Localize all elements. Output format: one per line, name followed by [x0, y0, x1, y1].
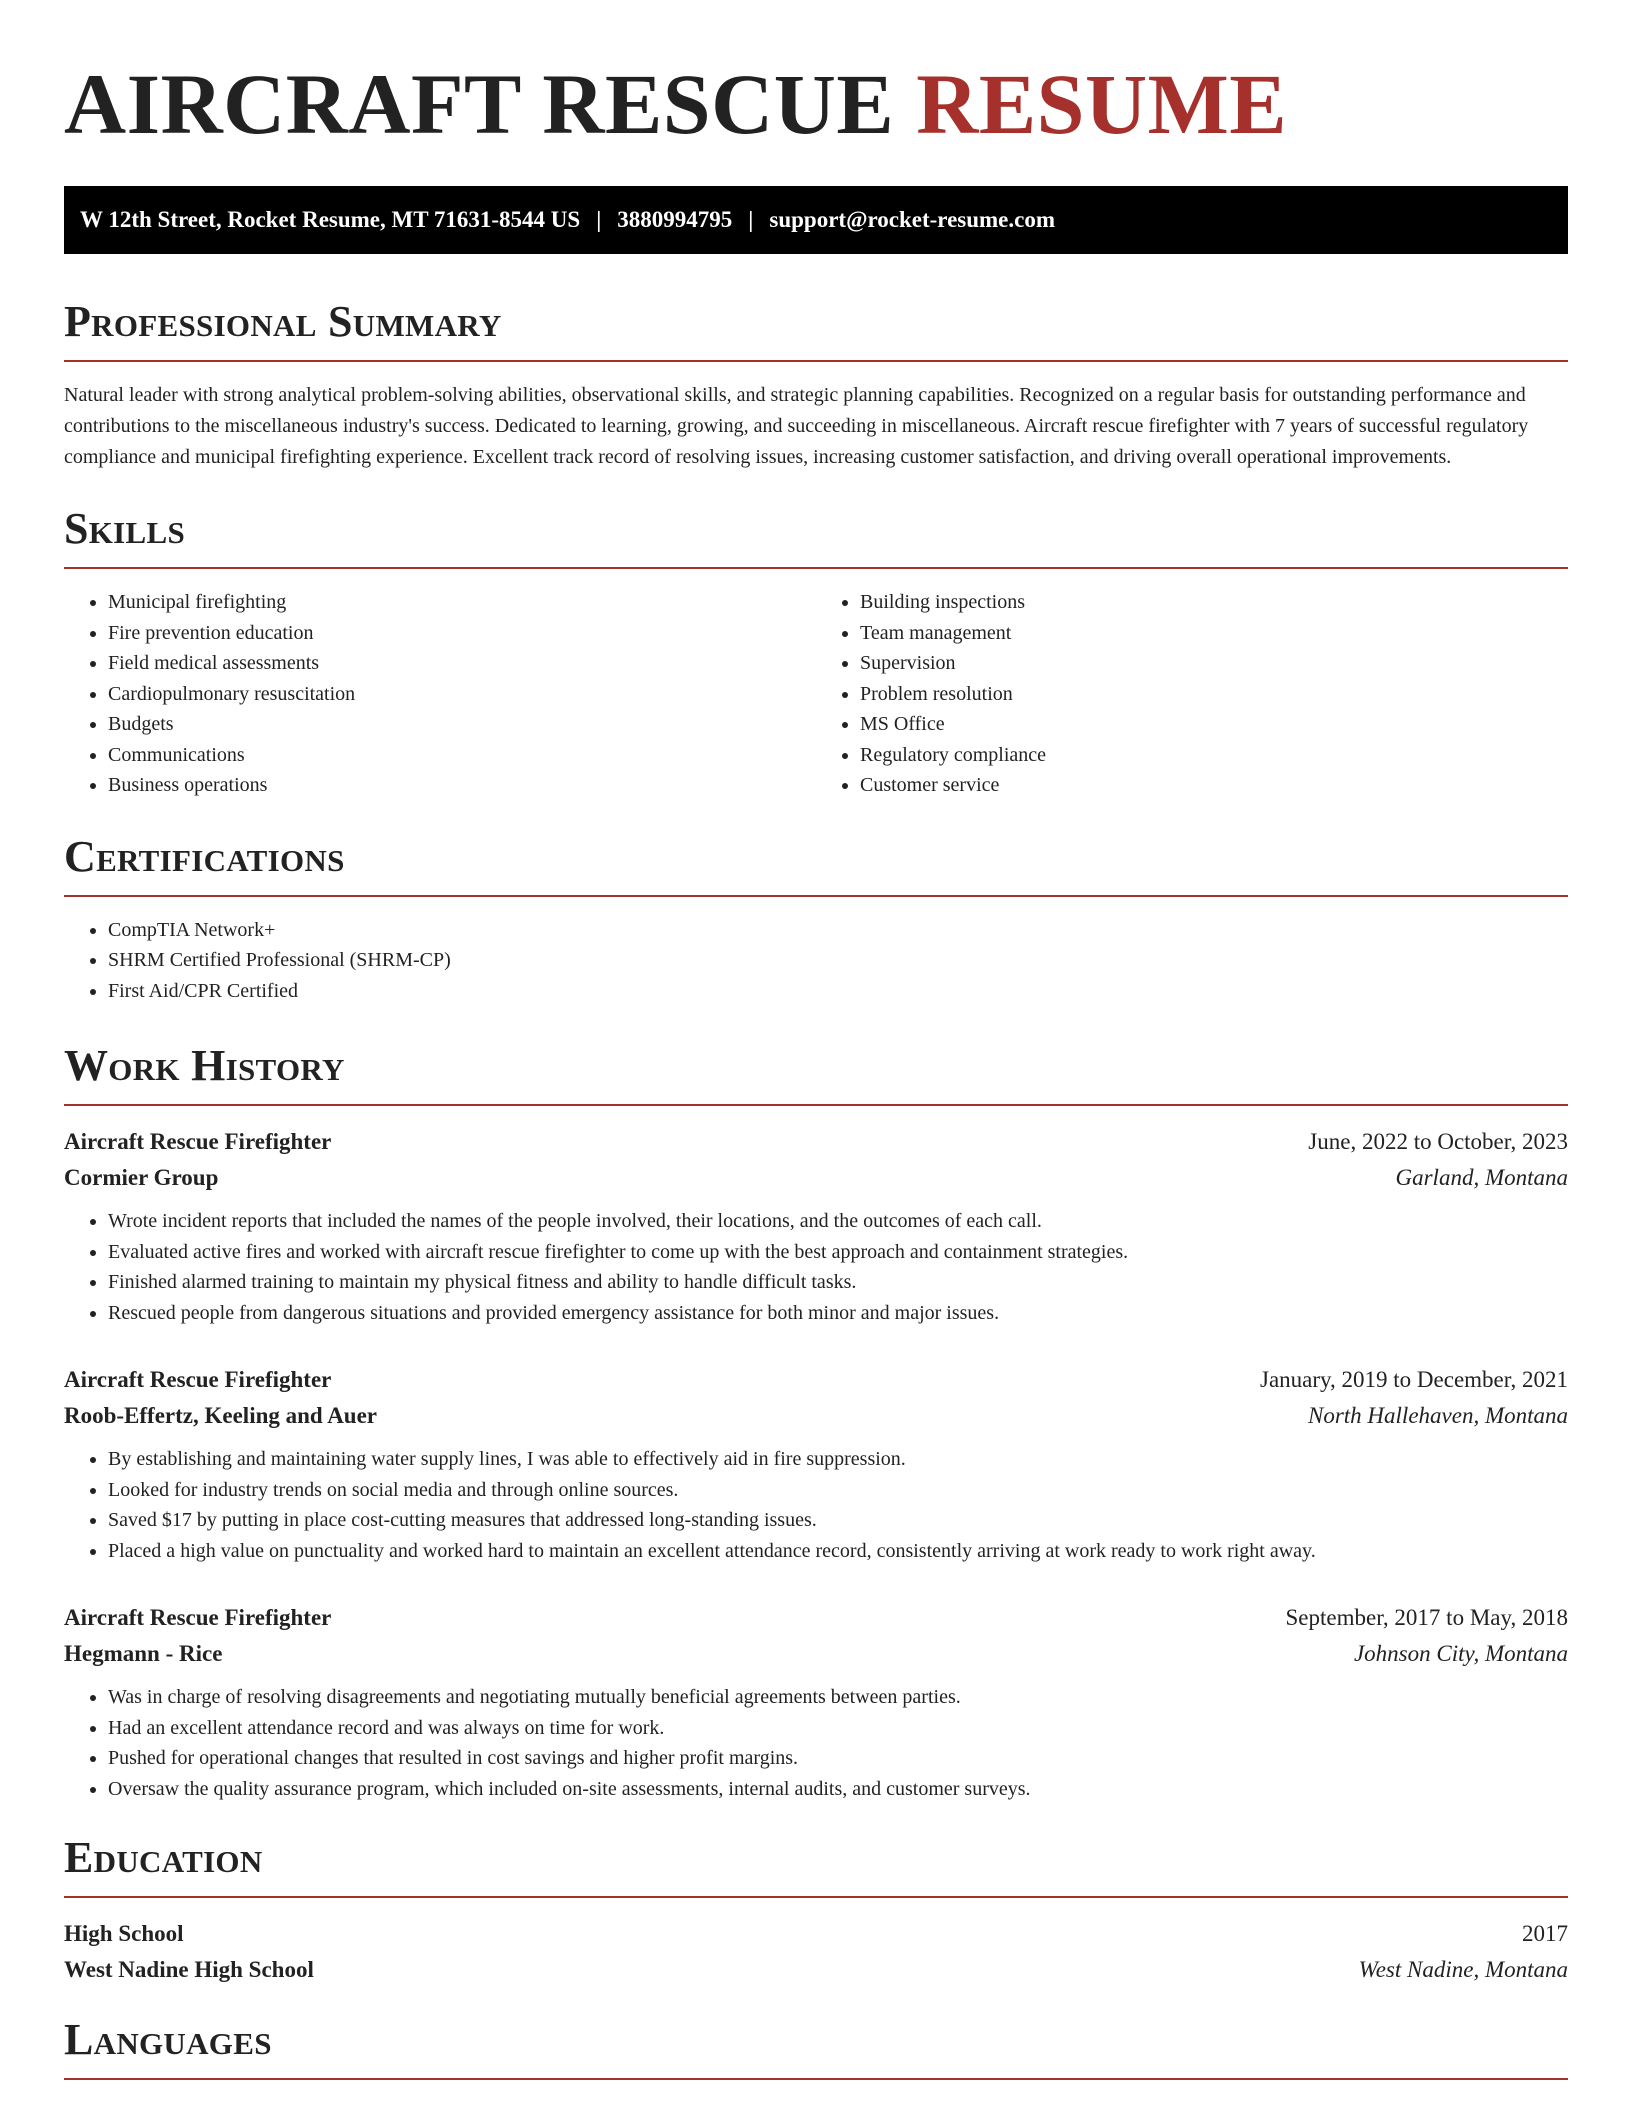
skills-grid: [64, 587, 1568, 801]
skill-item: • Field medical assessments: [108, 648, 816, 679]
section-divider: [64, 567, 1568, 569]
job-bullet: • By establishing and maintaining water supply lines, I was able to effectively aid in fire suppression.: [108, 1444, 1568, 1475]
job-subheader: [64, 1160, 1568, 1196]
job-entry: [64, 1600, 1568, 1804]
skills-list-left: [64, 587, 816, 801]
job-bullets: [64, 1444, 1568, 1566]
contact-separator: |: [748, 207, 754, 232]
certification-item: • SHRM Certified Professional (SHRM-CP): [108, 945, 1568, 976]
section-heading: Professional Summary: [64, 297, 502, 346]
job-bullet: • Pushed for operational changes that resulted in cost savings and higher profit margins.: [108, 1743, 1568, 1774]
job-bullet: • Oversaw the quality assurance program, which included on-site assessments, internal audits, and customer surveys.: [108, 1774, 1568, 1805]
job-header: [64, 1124, 1568, 1160]
job-title: Aircraft Rescue Firefighter: [64, 1367, 332, 1392]
skill-item: • Team management: [860, 618, 1568, 649]
skill-item: • Regulatory compliance: [860, 740, 1568, 771]
summary-text: Natural leader with strong analytical problem-solving abilities, observational skills, and strategic planning capabilities. Recognized on a regular basis for outstanding performance and contributions to the miscellaneous industry's success. Dedicated to learning, growing, and succeeding in miscellaneous. Aircraft rescue firefighter with 7 years of successful regulatory compliance and municipal firefighting experience. Excellent track record of resolving issues, increasing customer satisfaction, and driving overall operational improvements.: [64, 384, 1529, 468]
job-title: Aircraft Rescue Firefighter: [64, 1129, 332, 1154]
section-heading: Skills: [64, 504, 186, 553]
education-header: [64, 1916, 1568, 1952]
certifications-list: [64, 915, 1568, 1007]
section-heading: Languages: [64, 2015, 272, 2064]
skill-item: • Supervision: [860, 648, 1568, 679]
section-heading: Certifications: [64, 831, 345, 881]
summary-section: [64, 296, 1568, 473]
job-subheader: [64, 1398, 1568, 1434]
job-company: Cormier Group: [64, 1165, 219, 1190]
section-divider: [64, 1104, 1568, 1106]
skill-item: • Problem resolution: [860, 679, 1568, 710]
skill-item: • Communications: [108, 740, 816, 771]
job-dates: June, 2022 to October, 2023: [1308, 1129, 1568, 1154]
education-year: 2017: [1522, 1921, 1568, 1946]
education-school: West Nadine High School: [64, 1957, 314, 1982]
title-main: AIRCRAFT RESCUE: [64, 56, 895, 152]
job-header: [64, 1600, 1568, 1636]
contact-bar: [64, 186, 1568, 254]
resume-title: [64, 56, 1568, 152]
skill-item: • Building inspections: [860, 587, 1568, 618]
section-divider: [64, 2078, 1568, 2080]
section-heading: Work History: [64, 1041, 345, 1090]
skill-item: • Fire prevention education: [108, 618, 816, 649]
skill-item: • Municipal firefighting: [108, 587, 816, 618]
job-dates: September, 2017 to May, 2018: [1285, 1605, 1568, 1630]
job-location: Garland, Montana: [1395, 1165, 1568, 1190]
contact-address: W 12th Street, Rocket Resume, MT 71631-8544 US: [80, 207, 581, 232]
section-divider: [64, 895, 1568, 897]
contact-separator: |: [596, 207, 602, 232]
job-bullet: • Placed a high value on punctuality and worked hard to maintain an excellent attendance record, consistently arriving at work ready to work right away.: [108, 1536, 1568, 1567]
work-history-section: [64, 1040, 1568, 1804]
education-degree: High School: [64, 1921, 184, 1946]
title-accent: RESUME: [916, 56, 1288, 152]
job-bullet: • Was in charge of resolving disagreements and negotiating mutually beneficial agreements between parties.: [108, 1682, 1568, 1713]
job-bullet: • Rescued people from dangerous situations and provided emergency assistance for both minor and major issues.: [108, 1298, 1568, 1329]
section-divider: [64, 1896, 1568, 1898]
job-bullets: [64, 1206, 1568, 1328]
education-subheader: [64, 1952, 1568, 1988]
job-dates: January, 2019 to December, 2021: [1260, 1367, 1568, 1392]
job-bullet: • Had an excellent attendance record and was always on time for work.: [108, 1713, 1568, 1744]
section-divider: [64, 360, 1568, 362]
certification-item: • CompTIA Network+: [108, 915, 1568, 946]
job-bullet: • Saved $17 by putting in place cost-cutting measures that addressed long-standing issues.: [108, 1505, 1568, 1536]
languages-section: [64, 2014, 1568, 2080]
job-title: Aircraft Rescue Firefighter: [64, 1605, 332, 1630]
job-bullets: [64, 1682, 1568, 1804]
job-location: Johnson City, Montana: [1353, 1641, 1568, 1666]
skill-item: • Budgets: [108, 709, 816, 740]
job-entry: [64, 1124, 1568, 1328]
job-company: Hegmann - Rice: [64, 1641, 223, 1666]
job-bullet: • Finished alarmed training to maintain my physical fitness and ability to handle difficult tasks.: [108, 1267, 1568, 1298]
job-bullet: • Looked for industry trends on social media and through online sources.: [108, 1475, 1568, 1506]
contact-email: support@rocket-resume.com: [769, 207, 1056, 232]
job-bullet: • Wrote incident reports that included the names of the people involved, their locations, and the outcomes of each call.: [108, 1206, 1568, 1237]
education-section: [64, 1832, 1568, 1988]
skills-section: [64, 503, 1568, 801]
skills-list-right: [816, 587, 1568, 801]
job-company: Roob-Effertz, Keeling and Auer: [64, 1403, 378, 1428]
certification-item: • First Aid/CPR Certified: [108, 976, 1568, 1007]
job-entry: [64, 1362, 1568, 1566]
contact-phone: 3880994795: [617, 207, 733, 232]
education-location: West Nadine, Montana: [1358, 1957, 1568, 1982]
job-location: North Hallehaven, Montana: [1308, 1403, 1568, 1428]
section-heading: Education: [64, 1833, 263, 1882]
skill-item: • MS Office: [860, 709, 1568, 740]
skill-item: • Business operations: [108, 770, 816, 801]
job-subheader: [64, 1636, 1568, 1672]
job-bullet: • Evaluated active fires and worked with aircraft rescue firefighter to come up with the best approach and containment strategies.: [108, 1237, 1568, 1268]
skill-item: • Customer service: [860, 770, 1568, 801]
skill-item: • Cardiopulmonary resuscitation: [108, 679, 816, 710]
job-header: [64, 1362, 1568, 1398]
certifications-section: [64, 831, 1568, 1007]
